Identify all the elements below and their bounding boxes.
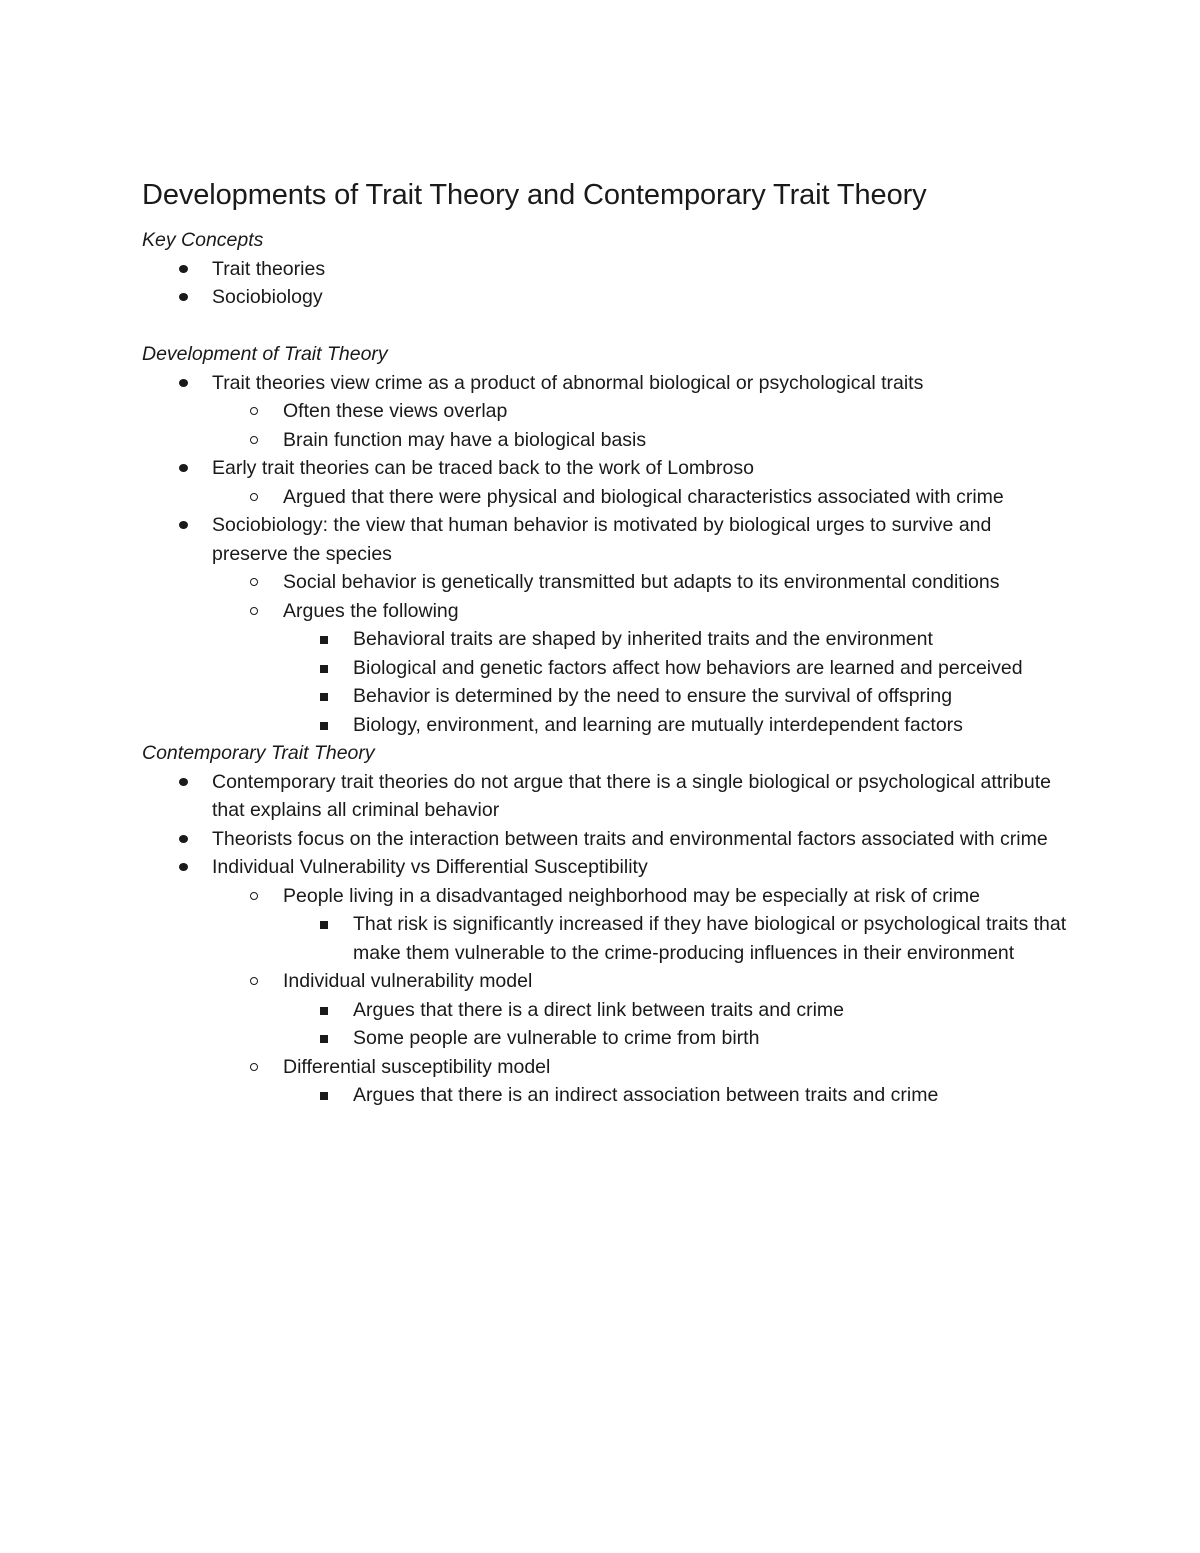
hollow-circle-bullet-icon [250,977,258,985]
hollow-circle-bullet-icon [250,407,258,415]
square-bullet-icon [320,693,328,701]
list-item: Sociobiology [142,283,1072,312]
list-item: That risk is significantly increased if they have biological or psychological traits that make them vulnerable to the crime-producing influences in their environment [142,910,1072,967]
list-item: Biological and genetic factors affect how behaviors are learned and perceived [142,654,1072,683]
contemporary-list [142,768,1072,1110]
hollow-circle-bullet-icon [250,578,258,586]
list-item: Argues that there is a direct link between traits and crime [142,996,1072,1025]
filled-circle-bullet-icon [179,863,188,871]
list-item: Often these views overlap [142,397,1072,426]
hollow-circle-bullet-icon [250,493,258,501]
list-item: Early trait theories can be traced back to the work of Lombroso [142,454,1072,483]
filled-circle-bullet-icon [179,379,188,387]
list-item: Social behavior is genetically transmitted but adapts to its environmental conditions [142,568,1072,597]
filled-circle-bullet-icon [179,835,188,843]
document-page [142,176,1072,1110]
development-list [142,369,1072,740]
list-item: Sociobiology: the view that human behavior is motivated by biological urges to survive and preserve the species [142,511,1072,568]
document-title: Developments of Trait Theory and Contemporary Trait Theory [142,179,927,211]
square-bullet-icon [320,722,328,730]
list-item: Behavior is determined by the need to ensure the survival of offspring [142,682,1072,711]
list-item: Trait theories view crime as a product of abnormal biological or psychological traits [142,369,1072,398]
contemporary-heading: Contemporary Trait Theory [142,742,375,764]
hollow-circle-bullet-icon [250,892,258,900]
hollow-circle-bullet-icon [250,607,258,615]
list-item: Argues that there is an indirect association between traits and crime [142,1081,1072,1110]
square-bullet-icon [320,921,328,929]
filled-circle-bullet-icon [179,265,188,273]
list-item: Argues the following [142,597,1072,626]
square-bullet-icon [320,665,328,673]
square-bullet-icon [320,1007,328,1015]
list-item: Some people are vulnerable to crime from birth [142,1024,1072,1053]
list-item: Contemporary trait theories do not argue that there is a single biological or psychological attribute that explains all criminal behavior [142,768,1072,825]
list-item: Theorists focus on the interaction between traits and environmental factors associated with crime [142,825,1072,854]
filled-circle-bullet-icon [179,293,188,301]
key-concepts-heading: Key Concepts [142,229,264,251]
list-item: Behavioral traits are shaped by inherited traits and the environment [142,625,1072,654]
hollow-circle-bullet-icon [250,1063,258,1071]
list-item: Biology, environment, and learning are mutually interdependent factors [142,711,1072,740]
list-item: Individual vulnerability model [142,967,1072,996]
list-item: Individual Vulnerability vs Differential Susceptibility [142,853,1072,882]
square-bullet-icon [320,1035,328,1043]
key-concepts-list [142,255,1072,312]
blank-line [142,312,1072,341]
hollow-circle-bullet-icon [250,436,258,444]
filled-circle-bullet-icon [179,521,188,529]
filled-circle-bullet-icon [179,778,188,786]
filled-circle-bullet-icon [179,464,188,472]
list-item: Differential susceptibility model [142,1053,1072,1082]
square-bullet-icon [320,636,328,644]
list-item: Brain function may have a biological basis [142,426,1072,455]
list-item: Argued that there were physical and biological characteristics associated with crime [142,483,1072,512]
list-item: Trait theories [142,255,1072,284]
development-heading: Development of Trait Theory [142,343,388,365]
list-item: People living in a disadvantaged neighborhood may be especially at risk of crime [142,882,1072,911]
square-bullet-icon [320,1092,328,1100]
